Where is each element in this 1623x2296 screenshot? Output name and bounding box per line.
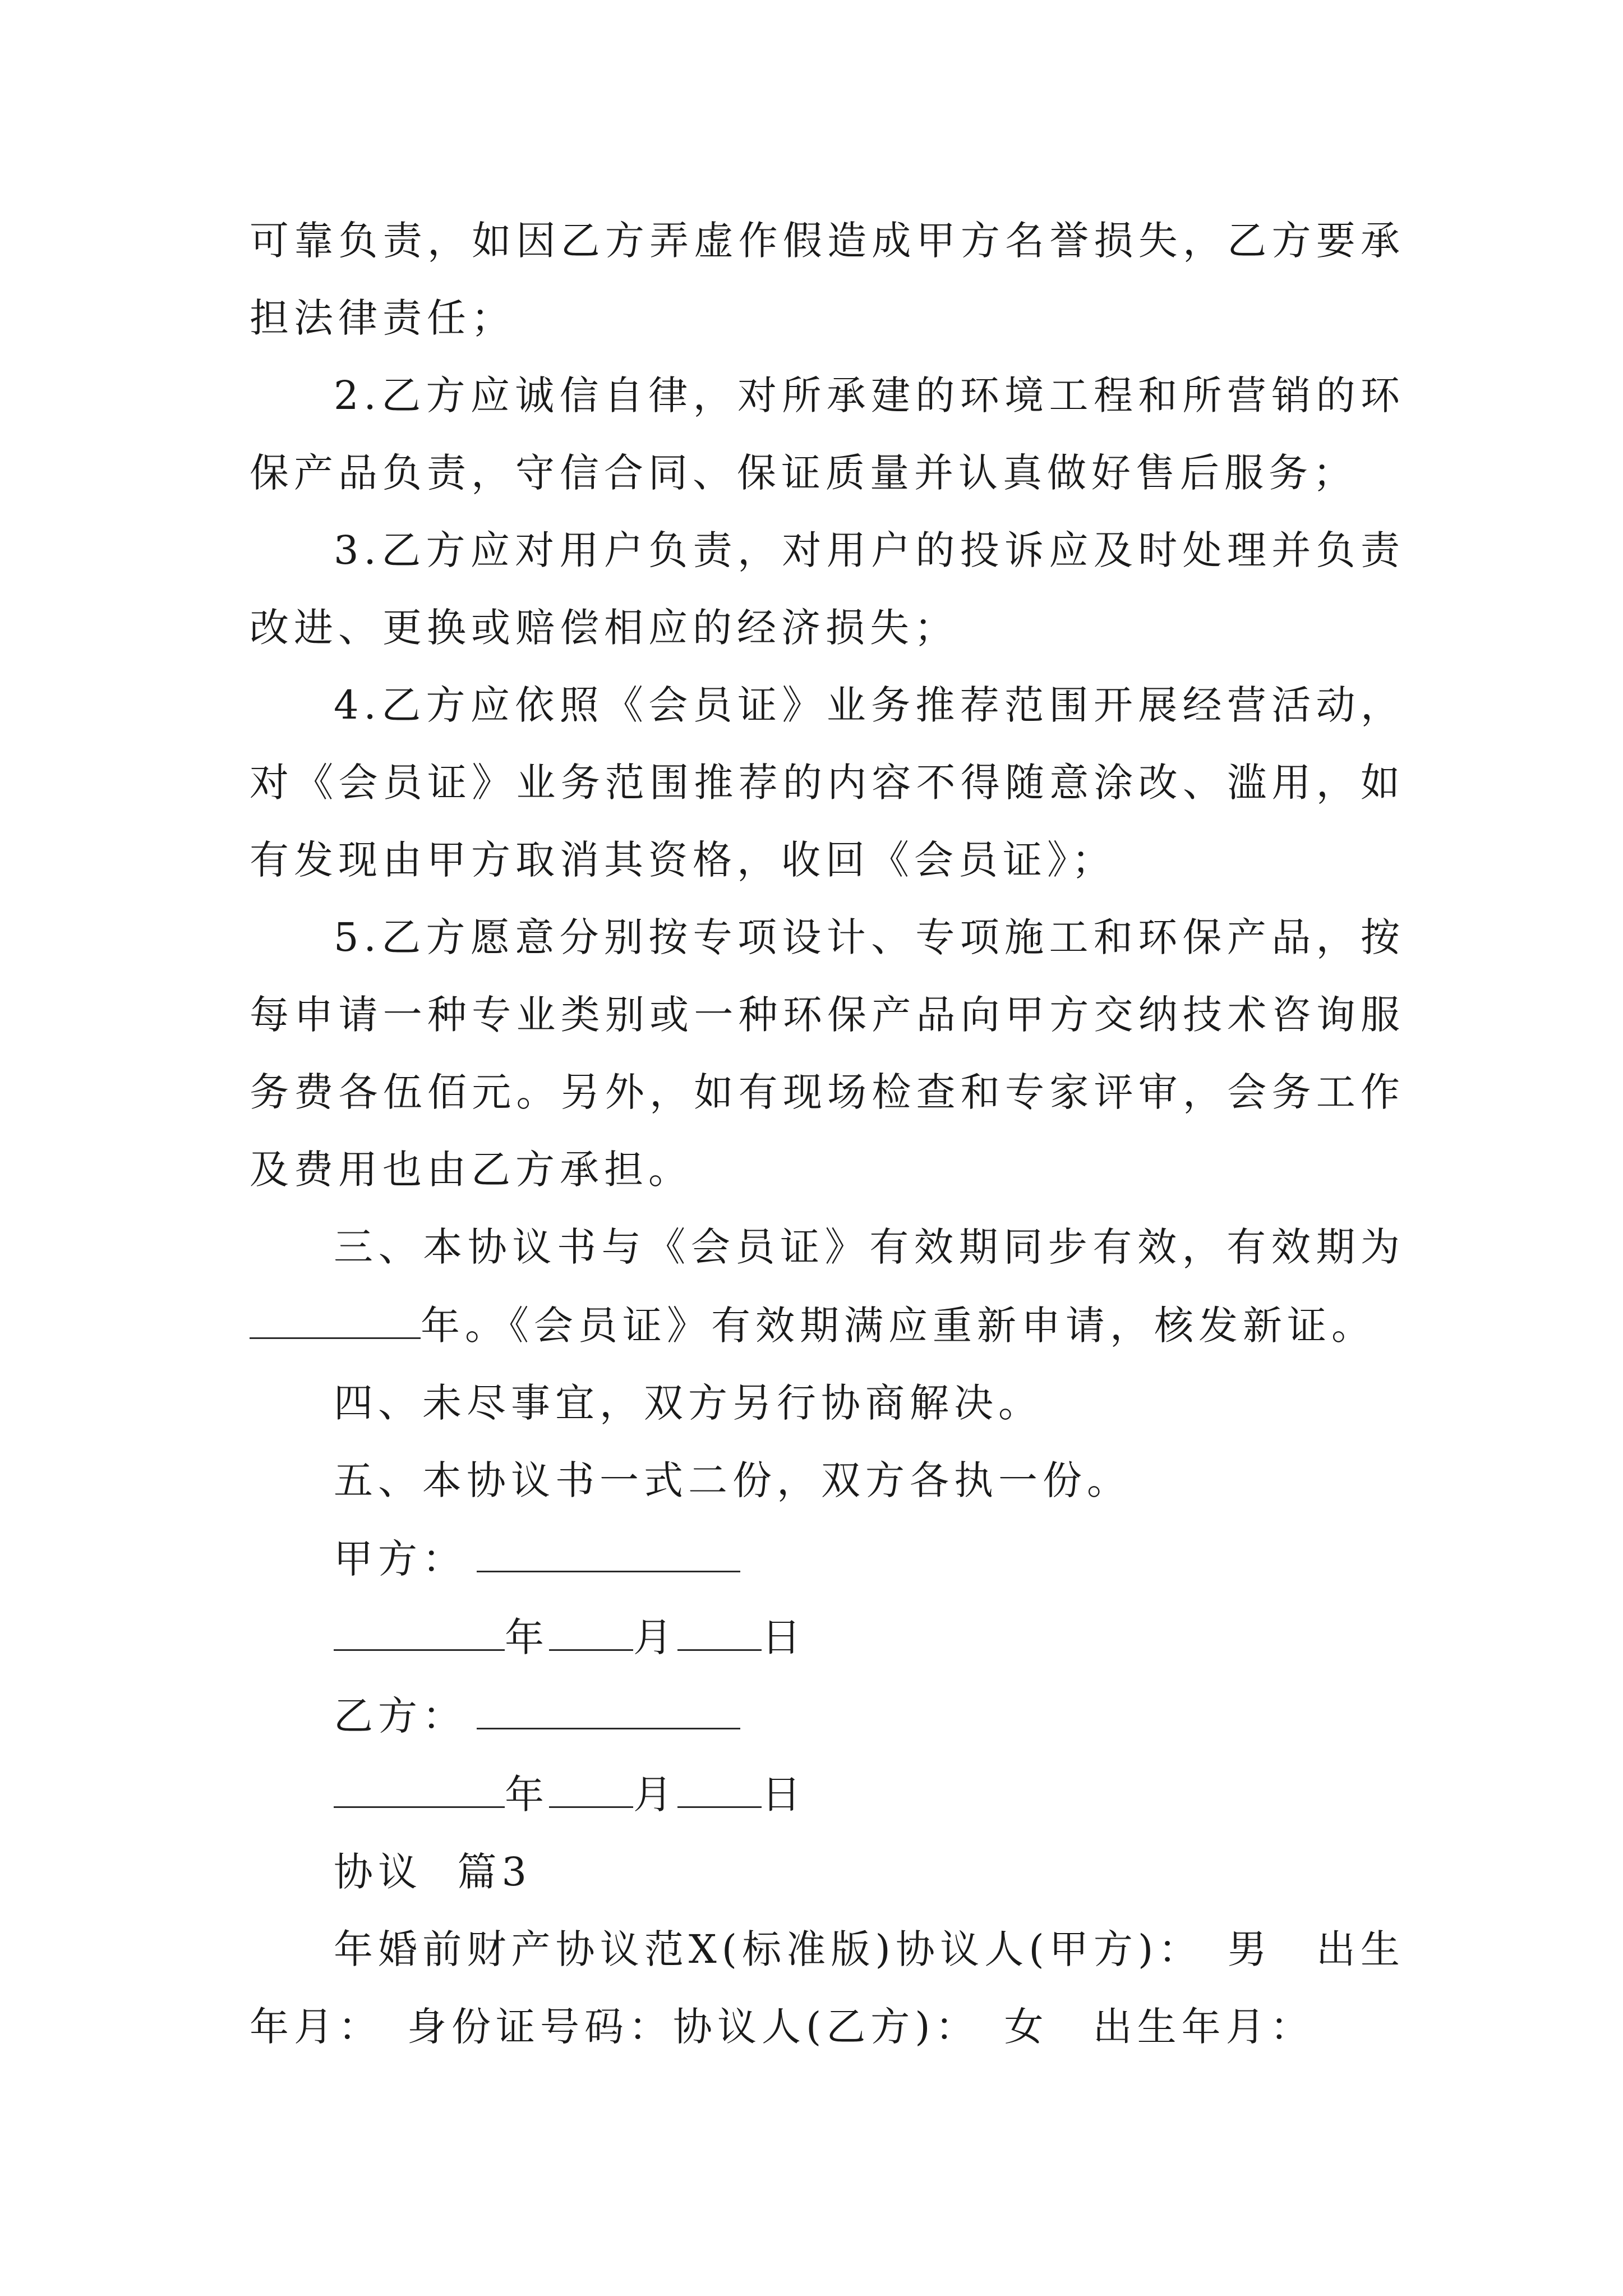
year-label: 年 bbox=[505, 1614, 549, 1660]
party-a-line bbox=[250, 1519, 1405, 1598]
party-b-date-line bbox=[250, 1755, 1405, 1833]
party-a-label: 甲方： bbox=[334, 1536, 467, 1582]
paragraph-clause-5: 5.乙方愿意分别按专项设计、专项施工和环保产品，按每申请一种专业类别或一种环保产品向甲方交纳技术咨询服务费各伍佰元。另外，如有现场检查和专家评审，会务工作及费用也由乙方承担。 bbox=[250, 914, 1405, 1193]
party-b-label: 乙方： bbox=[334, 1693, 467, 1739]
section-heading: 协议 篇3 bbox=[334, 1849, 532, 1895]
party-b-line bbox=[250, 1676, 1405, 1755]
day-label: 日 bbox=[762, 1614, 806, 1660]
paragraph-item-4: 四、未尽事宜，双方另行协商解决。 bbox=[334, 1380, 1043, 1426]
paragraph-clause-2: 2.乙方应诚信自律，对所承建的环境工程和所营销的环保产品负责，守信合同、保证质量并认真做好售后服务； bbox=[250, 372, 1405, 496]
paragraph-clause-4: 4.乙方应依照《会员证》业务推荐范围开展经营活动，对《会员证》业务范围推荐的内容不得随意涂改、滥用，如有发现由甲方取消其资格，收回《会员证》； bbox=[250, 682, 1405, 883]
paragraph-prenup: 年婚前财产协议范X(标准版)协议人(甲方)： 男 出生年月： 身份证号码：协议人(乙方)： 女 出生年月： bbox=[250, 1926, 1405, 2050]
paragraph-liability: 可靠负责，如因乙方弄虚作假造成甲方名誉损失，乙方要承担法律责任； bbox=[250, 218, 1405, 341]
party-a-month-blank bbox=[549, 1598, 633, 1651]
party-b-month-blank bbox=[549, 1755, 633, 1808]
party-b-day-blank bbox=[677, 1755, 762, 1808]
party-a-blank bbox=[477, 1519, 740, 1572]
term-text-end: 年。《会员证》有效期满应重新申请，核发新证。 bbox=[421, 1303, 1376, 1349]
day-label: 日 bbox=[762, 1772, 806, 1818]
paragraph-term bbox=[250, 1208, 1405, 1364]
month-label: 月 bbox=[633, 1772, 677, 1818]
party-b-blank bbox=[477, 1676, 740, 1729]
party-a-date-line bbox=[250, 1598, 1405, 1676]
paragraph-clause-3: 3.乙方应对用户负责，对用户的投诉应及时处理并负责改进、更换或赔偿相应的经济损失； bbox=[250, 527, 1405, 651]
party-b-year-blank bbox=[334, 1755, 505, 1808]
term-text-start: 三、本协议书与《会员证》有效期同步有效，有效期为 bbox=[334, 1224, 1405, 1270]
party-a-day-blank bbox=[677, 1598, 762, 1651]
party-a-year-blank bbox=[334, 1598, 505, 1651]
document-body bbox=[250, 202, 1405, 2065]
month-label: 月 bbox=[633, 1614, 677, 1660]
term-years-blank bbox=[250, 1286, 421, 1339]
paragraph-item-5: 五、本协议书一式二份，双方各执一份。 bbox=[334, 1457, 1131, 1503]
year-label: 年 bbox=[505, 1772, 549, 1818]
